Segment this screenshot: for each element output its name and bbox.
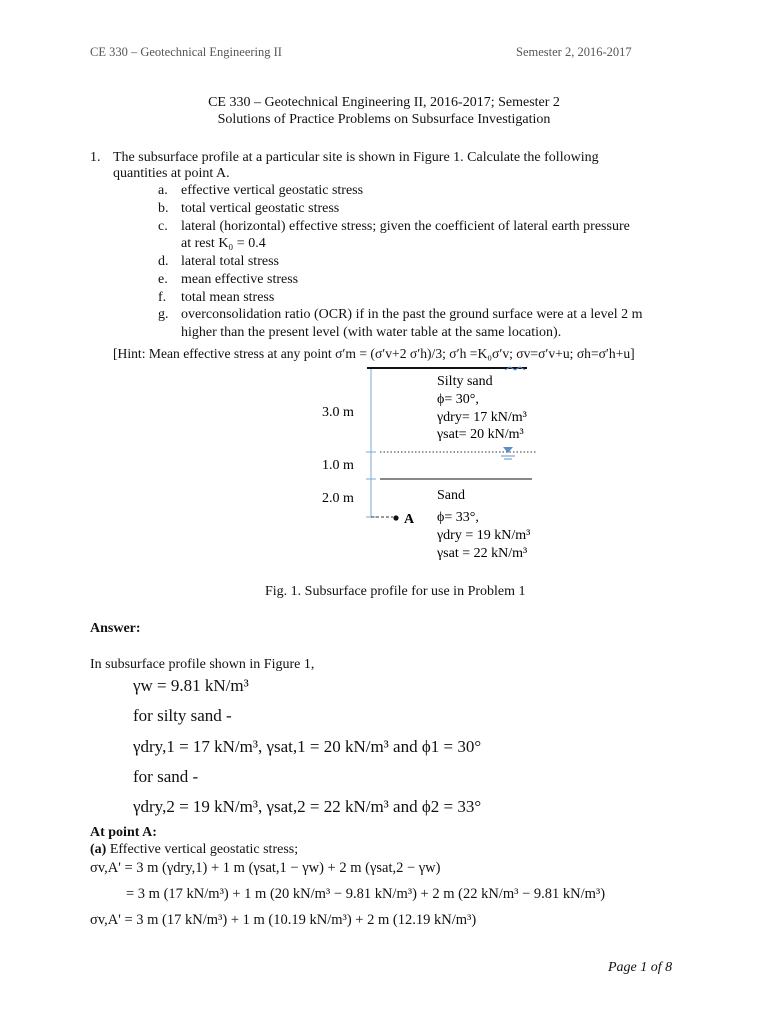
layer2-gamma-sat: γsat = 22 kN/m³	[437, 546, 528, 561]
gamma-w-equation: γw = 9.81 kN/m³	[133, 676, 249, 695]
item-text: mean effective stress	[181, 272, 299, 287]
figure-caption: Fig. 1. Subsurface profile for use in Problem 1	[265, 584, 526, 599]
equation-line-2: = 3 m (17 kN/m³) + 1 m (20 kN/m³ − 9.81 kN/m³) + 2 m (22 kN/m³ − 9.81 kN/m³)	[126, 886, 606, 902]
problem-text-line1: The subsurface profile at a particular site is shown in Figure 1. Calculate the following	[113, 150, 599, 165]
item-text: lateral (horizontal) effective stress; given the coefficient of lateral earth pressure	[181, 219, 630, 234]
item-text: total mean stress	[181, 290, 275, 305]
answer-heading: Answer:	[90, 621, 141, 636]
silty-sand-label: for silty sand -	[133, 706, 232, 725]
item-label: f.	[158, 290, 167, 305]
answer-intro: In subsurface profile shown in Figure 1,	[90, 657, 315, 672]
hint-text: [Hint: Mean effective stress at any point σ′m = (σ′v+2 σ′h)/3; σ′h =K₀σ′v; σv=σ′v+u; σh=σ′h+u]	[113, 346, 635, 361]
equation-line-3: σv,A' = 3 m (17 kN/m³) + 1 m (10.19 kN/m³) + 2 m (12.19 kN/m³)	[90, 912, 477, 928]
layer1-gamma-dry: γdry= 17 kN/m³	[437, 410, 527, 425]
problem-text-line2: quantities at point A.	[113, 166, 230, 181]
part-a-text: Effective vertical geostatic stress;	[109, 842, 299, 857]
item-text: lateral total stress	[181, 254, 279, 269]
item-label: b.	[158, 201, 169, 216]
item-text: effective vertical geostatic stress	[181, 183, 364, 198]
layer2-gamma-dry: γdry = 19 kN/m³	[437, 528, 531, 543]
point-a-label: A	[404, 512, 415, 527]
water-table-icon	[503, 447, 513, 453]
point-a-marker	[393, 515, 398, 520]
header-left: CE 330 – Geotechnical Engineering II	[90, 45, 282, 59]
equation-line-1: σv,A' = 3 m (γdry,1) + 1 m (γsat,1 − γw) + 2 m (γsat,2 − γw)	[90, 860, 441, 876]
item-label: a.	[158, 183, 168, 198]
at-point-a-heading: At point A:	[90, 825, 157, 840]
dim-1m-label: 1.0 m	[322, 458, 354, 473]
layer2-phi: ϕ= 33°,	[437, 510, 479, 525]
sand-equation: γdry,2 = 19 kN/m³, γsat,2 = 22 kN/m³ and ϕ2 = 33°	[133, 797, 482, 816]
item-text: total vertical geostatic stress	[181, 201, 340, 216]
problem-number: 1.	[90, 150, 101, 165]
document-subtitle: Solutions of Practice Problems on Subsurface Investigation	[217, 112, 551, 127]
item-label: c.	[158, 219, 168, 234]
part-a	[90, 841, 298, 859]
item-label: e.	[158, 272, 168, 287]
layer1-phi: ϕ= 30°,	[437, 392, 479, 407]
header-right: Semester 2, 2016-2017	[516, 45, 632, 59]
item-text-cont: at rest K₀ = 0.4	[181, 236, 266, 251]
document-title: CE 330 – Geotechnical Engineering II, 2016-2017; Semester 2	[208, 95, 560, 110]
sand-label: for sand -	[133, 767, 199, 786]
item-text: overconsolidation ratio (OCR) if in the past the ground surface were at a level 2 m	[181, 307, 643, 322]
layer1-name: Silty sand	[437, 374, 493, 389]
page-number: Page 1 of 8	[608, 960, 673, 975]
item-label: g.	[158, 307, 169, 322]
item-label: d.	[158, 254, 169, 269]
silty-sand-equation: γdry,1 = 17 kN/m³, γsat,1 = 20 kN/m³ and ϕ1 = 30°	[133, 737, 482, 756]
dim-2m-label: 2.0 m	[322, 491, 354, 506]
part-a-label: (a)	[90, 842, 107, 857]
item-text-cont: higher than the present level (with water table at the same location).	[181, 325, 562, 340]
layer2-name: Sand	[437, 488, 465, 503]
layer1-gamma-sat: γsat= 20 kN/m³	[437, 427, 524, 442]
subsurface-profile-figure	[0, 360, 768, 575]
dim-3m-label: 3.0 m	[322, 405, 354, 420]
